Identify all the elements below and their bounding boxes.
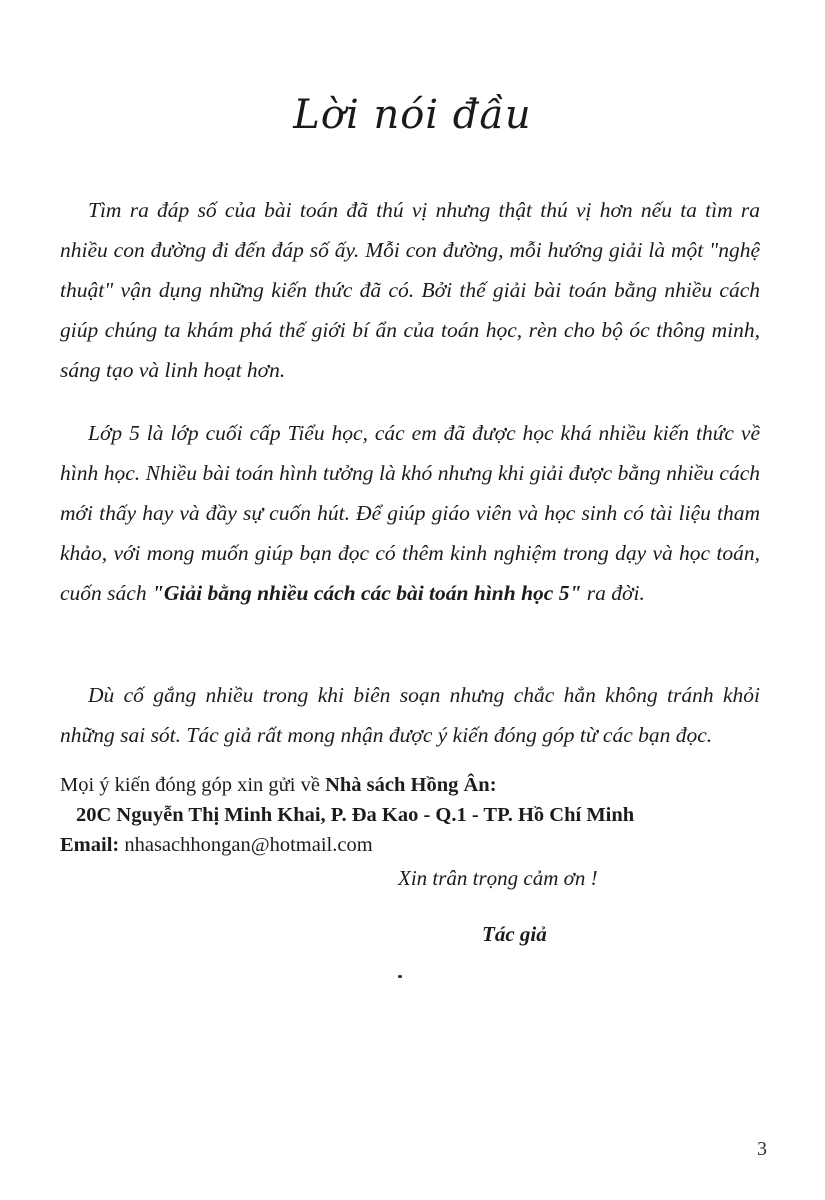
paragraph-2-end: ra đời. — [581, 581, 645, 605]
page-number: 3 — [757, 1138, 767, 1160]
contact-intro: Mọi ý kiến đóng góp xin gửi về — [60, 774, 326, 796]
paragraph-3 — [60, 675, 760, 755]
paragraph-2 — [60, 413, 760, 613]
email-address: nhasachhongan@hotmail.com — [119, 834, 373, 856]
ink-speck — [398, 975, 402, 978]
author-signature: Tác giả — [482, 922, 547, 946]
paragraph-1 — [60, 190, 760, 390]
page-title: Lời nói đầu — [293, 92, 532, 138]
paragraph-2-text: Lớp 5 là lớp cuối cấp Tiểu học, các em đã được học khá nhiều kiến thức về hình học. Nhiều bài toán hình tưởng là khó nhưng khi giải được bằng nhiều cách mới thấy hay và đầy sự cuốn hút. Để giúp giáo viên và học sinh có tài liệu tham khảo, với mong muốn giúp bạn đọc có thêm kinh nghiệm trong dạy và học toán, cuốn sách — [60, 421, 760, 605]
contact-address: 20C Nguyễn Thị Minh Khai, P. Đa Kao - Q.1 - TP. Hồ Chí Minh — [76, 804, 635, 826]
paragraph-1-text: Tìm ra đáp số của bài toán đã thú vị nhưng thật thú vị hơn nếu ta tìm ra nhiều con đường đi đến đáp số ấy. Mỗi con đường, mỗi hướng giải là một "nghệ thuật" vận dụng những kiến thức đã có. Bởi thế giải bài toán bằng nhiều cách giúp chúng ta khám phá thế giới bí ẩn của toán học, rèn cho bộ óc thông minh, sáng tạo và linh hoạt hơn. — [60, 198, 760, 382]
book-title: "Giải bằng nhiều cách các bài toán hình học 5" — [151, 581, 582, 605]
contact-email-line — [60, 830, 780, 860]
publisher-name: Nhà sách Hồng Ân: — [325, 774, 497, 796]
paragraph-3-text: Dù cố gắng nhiều trong khi biên soạn nhưng chắc hẳn không tránh khỏi những sai sót. Tác giả rất mong nhận được ý kiến đóng góp từ các bạn đọc. — [60, 683, 760, 747]
contact-intro-line — [60, 770, 780, 800]
email-label: Email: — [60, 834, 120, 856]
thanks-line: Xin trân trọng cảm ơn ! — [398, 866, 598, 890]
